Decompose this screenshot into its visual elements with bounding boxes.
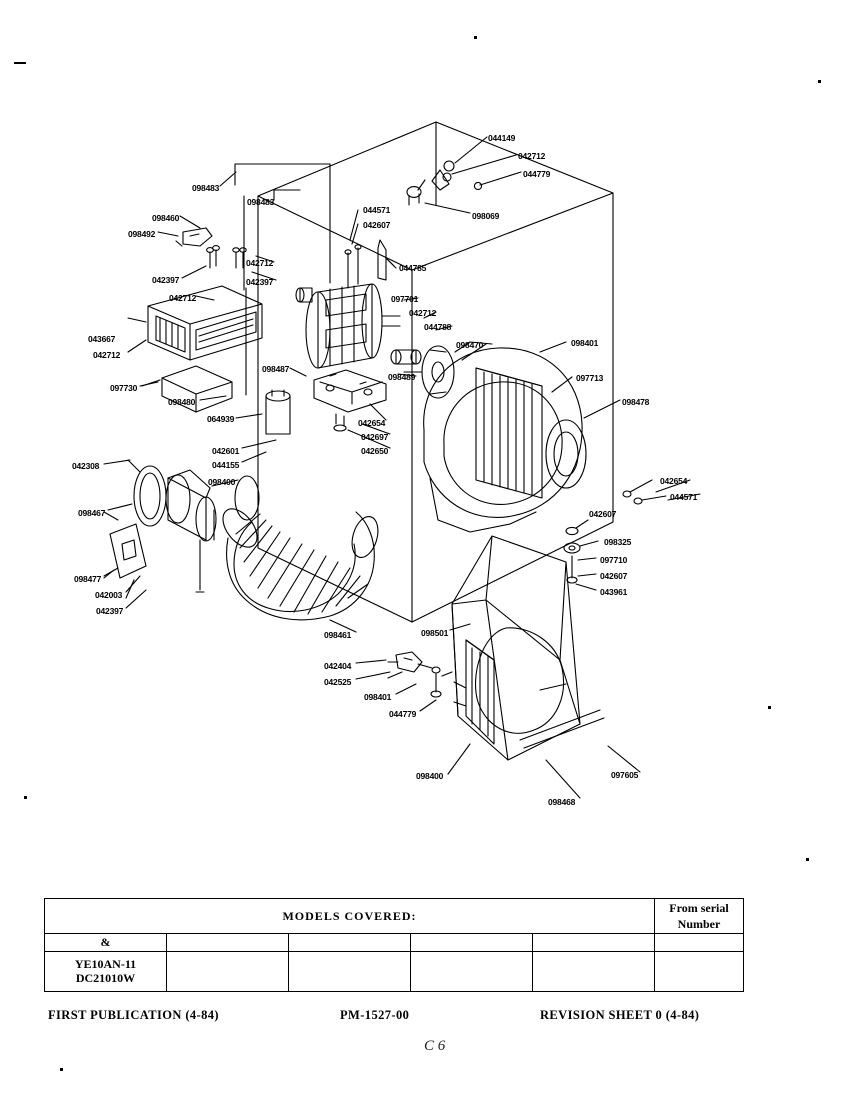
callout-098069: 098069 [472, 211, 500, 221]
models-covered-header: MODELS COVERED: [45, 899, 655, 934]
scan-speck-7 [60, 1068, 63, 1071]
callout-097605: 097605 [611, 770, 639, 780]
callout-097713: 097713 [576, 373, 604, 383]
models-blank-5 [655, 952, 744, 992]
models-blank-4 [533, 952, 655, 992]
callout-098492: 098492 [128, 229, 156, 239]
sheet-footer [44, 1008, 804, 1028]
callout-044779: 044779 [523, 169, 551, 179]
callout-044788: 044788 [424, 322, 452, 332]
callout-042654-b: 042654 [660, 476, 688, 486]
serial-value-cell [655, 934, 744, 952]
callout-098487: 098487 [262, 364, 290, 374]
scan-speck-1 [14, 62, 26, 64]
empty-cell-2 [289, 934, 411, 952]
scan-speck-4 [24, 796, 27, 799]
callout-042607-c: 042607 [600, 571, 628, 581]
callout-098483-a: 098483 [192, 183, 220, 193]
callout-044149: 044149 [488, 133, 516, 143]
callout-098400-a: 098400 [208, 477, 236, 487]
models-blank-2 [289, 952, 411, 992]
serial-header-line2: Number [677, 917, 721, 931]
callout-098477: 098477 [74, 574, 102, 584]
callout-098478: 098478 [622, 397, 650, 407]
callout-044785: 044785 [399, 263, 427, 273]
callout-042404: 042404 [324, 661, 352, 671]
callout-042712-c: 042712 [169, 293, 197, 303]
serial-header-line1: From serial [669, 900, 729, 915]
empty-cell-1 [167, 934, 289, 952]
callout-042650: 042650 [361, 446, 389, 456]
callout-042712-e: 042712 [93, 350, 121, 360]
callout-042397-b: 042397 [246, 277, 274, 287]
empty-cell-3 [411, 934, 533, 952]
callout-044779-b: 044779 [389, 709, 417, 719]
callout-042003: 042003 [95, 590, 123, 600]
callout-098501: 098501 [421, 628, 449, 638]
model-1: YE10AN-11 [74, 956, 137, 971]
callout-042397-c: 042397 [96, 606, 124, 616]
callout-043667: 043667 [88, 334, 116, 344]
callout-042654-a: 042654 [358, 418, 386, 428]
callout-044571-a: 044571 [363, 205, 391, 215]
scan-speck-6 [768, 706, 771, 709]
callout-042712: 042712 [518, 151, 546, 161]
callout-042607-b: 042607 [589, 509, 617, 519]
callout-098468: 098468 [548, 797, 576, 807]
model-list-cell [45, 952, 167, 992]
serial-number-header [655, 899, 744, 934]
callout-042397-a: 042397 [152, 275, 180, 285]
callout-098489: 098489 [388, 372, 416, 382]
handwritten-annotation: C 6 [424, 1038, 446, 1054]
scan-speck-2 [474, 36, 477, 39]
callout-044155: 044155 [212, 460, 240, 470]
first-publication-text: FIRST PUBLICATION (4-84) [48, 1008, 219, 1022]
scan-speck-3 [818, 80, 821, 83]
callout-097710: 097710 [600, 555, 628, 565]
callout-098400-b: 098400 [416, 771, 444, 781]
revision-text: REVISION SHEET 0 (4-84) [540, 1008, 700, 1022]
callout-043961: 043961 [600, 587, 628, 597]
callout-042712-d: 042712 [409, 308, 437, 318]
callout-042601: 042601 [212, 446, 240, 456]
callout-044571-b: 044571 [670, 492, 698, 502]
callout-097730: 097730 [110, 383, 138, 393]
callout-098325: 098325 [604, 537, 632, 547]
callout-064939: 064939 [207, 414, 235, 424]
scan-speck-5 [806, 858, 809, 861]
callout-042607-a: 042607 [363, 220, 391, 230]
callout-042712-b: 042712 [246, 258, 274, 268]
callout-098461: 098461 [324, 630, 352, 640]
callout-098401-a: 098401 [571, 338, 599, 348]
empty-cell-4 [533, 934, 655, 952]
callout-098483-b: 098483 [247, 197, 275, 207]
callout-098401-b: 098401 [364, 692, 392, 702]
callout-098460: 098460 [152, 213, 180, 223]
models-blank-1 [167, 952, 289, 992]
model-2: DC21010W [75, 970, 136, 985]
callout-098470: 098470 [456, 340, 484, 350]
amp-cell: & [45, 934, 167, 952]
sheet-number: PM-1527-00 [340, 1008, 410, 1022]
callout-042697: 042697 [361, 432, 389, 442]
models-covered-table [44, 898, 744, 990]
models-blank-3 [411, 952, 533, 992]
callout-097701: 097701 [391, 294, 419, 304]
callout-042308: 042308 [72, 461, 100, 471]
callout-098480: 098480 [168, 397, 196, 407]
callout-042525: 042525 [324, 677, 352, 687]
callout-098467: 098467 [78, 508, 106, 518]
